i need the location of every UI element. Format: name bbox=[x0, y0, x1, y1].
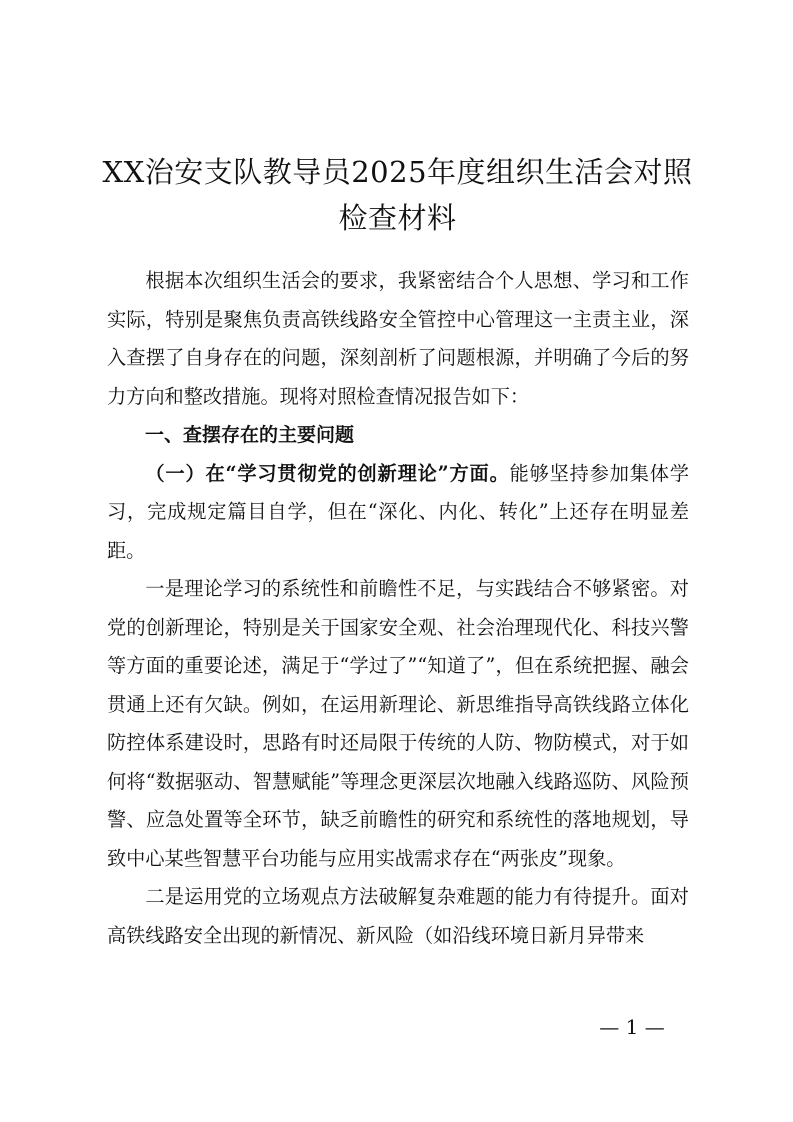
document-body bbox=[107, 262, 689, 955]
point-one-paragraph: 一是理论学习的系统性和前瞻性不足，与实践结合不够紧密。对党的创新理论，特别是关于国家安全观、社会治理现代化、科技兴警等方面的重要论述，满足于“学过了”“知道了”，但在系统把握、融会贯通上还有欠缺。例如，在运用新理论、新思维指导高铁线路立体化防控体系建设时，思路有时还局限于传统的人防、物防模式，对于如何将“数据驱动、智慧赋能”等理念更深层次地融入线路巡防、风险预警、应急处置等全环节，缺乏前瞻性的研究和系统性的落地规划，导致中心某些智慧平台功能与应用实战需求存在“两张皮”现象。 bbox=[107, 577, 689, 870]
document-title-line-1: XX治安支队教导员2025年度组织生活会对照 bbox=[102, 155, 693, 189]
subsection-text: 能够坚持参加集体学习，完成规定篇目自学，但在“深化、内化、转化”上还存在明显差距。 bbox=[107, 461, 689, 562]
subsection-paragraph bbox=[107, 455, 689, 571]
point-two-paragraph: 二是运用党的立场观点方法破解复杂难题的能力有待提升。面对高铁线路安全出现的新情况、新风险（如沿线环境日新月异带来 bbox=[107, 885, 689, 947]
section-heading: 一、查摆存在的主要问题 bbox=[145, 424, 355, 446]
page-number: — 1 — bbox=[599, 1015, 665, 1039]
document-title-line-2: 检查材料 bbox=[338, 201, 457, 235]
intro-paragraph: 根据本次组织生活会的要求，我紧密结合个人思想、学习和工作实际，特别是聚焦负责高铁线路安全管控中心管理这一主责主业，深入查摆了自身存在的问题，深刻剖析了问题根源，并明确了今后的努力方向和整改措施。现将对照检查情况报告如下： bbox=[107, 269, 689, 408]
subsection-heading: （一）在“学习贯彻党的创新理论”方面。 bbox=[145, 461, 510, 485]
